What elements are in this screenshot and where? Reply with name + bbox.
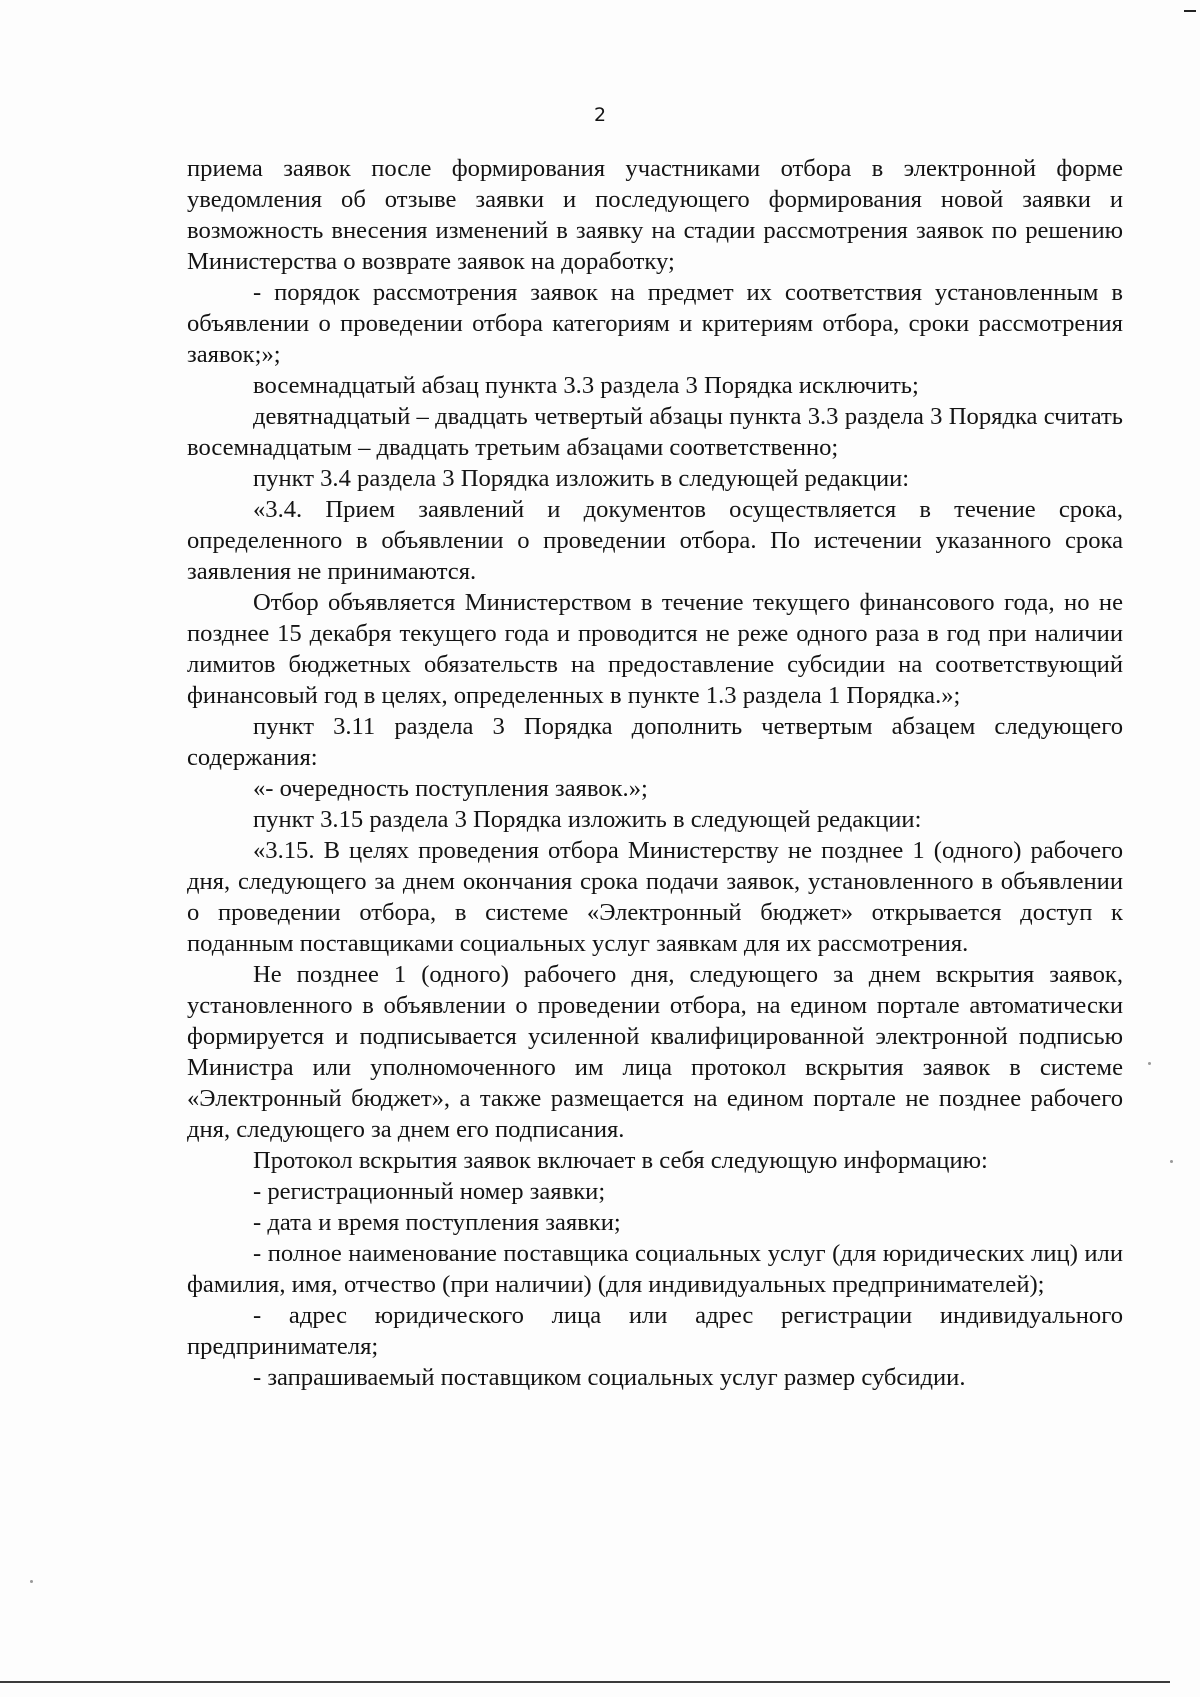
paragraph-14: - регистрационный номер заявки; xyxy=(253,1178,606,1205)
paragraph-10: пункт 3.15 раздела 3 Порядка изложить в следующей редакции: xyxy=(253,806,922,833)
paragraph-6: «3.4. Прием заявлений и документов осуществляется в течение срока, определенного в объявлении о проведении отбора. По истечении указанного срока заявления не принимаются. xyxy=(187,496,1123,585)
paragraph-2: - порядок рассмотрения заявок на предмет их соответствия установленным в объявлении о проведении отбора категориям и критериям отбора, сроки рассмотрения заявок;»; xyxy=(187,279,1123,368)
paragraph-3: восемнадцатый абзац пункта 3.3 раздела 3 Порядка исключить; xyxy=(253,372,919,399)
scan-edge-mark xyxy=(1184,10,1196,12)
paragraph-13: Протокол вскрытия заявок включает в себя следующую информацию: xyxy=(253,1147,988,1174)
scan-bottom-rule xyxy=(0,1681,1170,1683)
paragraph-5: пункт 3.4 раздела 3 Порядка изложить в следующей редакции: xyxy=(253,465,910,492)
paragraph-1: приема заявок после формирования участниками отбора в электронной форме уведомления об отзыве заявки и последующего формирования новой заявки и возможность внесения изменений в заявку на стадии рассмотрения заявок по решению Министерства о возврате заявок на доработку; xyxy=(187,155,1123,275)
scan-speck xyxy=(30,1580,33,1583)
page-number: 2 xyxy=(593,104,607,126)
paragraph-11: «3.15. В целях проведения отбора Министерству не позднее 1 (одного) рабочего дня, следующего за днем окончания срока подачи заявок, установленного в объявлении о проведении отбора, в системе «Электронный бюджет» открывается доступ к поданным поставщиками социальных услуг заявкам для их рассмотрения. xyxy=(187,837,1123,957)
paragraph-12: Не позднее 1 (одного) рабочего дня, следующего за днем вскрытия заявок, установленного в объявлении о проведении отбора, на едином портале автоматически формируется и подписывается усиленной квалифицированной электронной подписью Министра или уполномоченного им лица протокол вскрытия заявок в системе «Электронный бюджет», а также размещается на едином портале не позднее рабочего дня, следующего за днем его подписания. xyxy=(187,961,1123,1143)
paragraph-8: пункт 3.11 раздела 3 Порядка дополнить четвертым абзацем следующего содержания: xyxy=(187,713,1123,771)
paragraph-16: - полное наименование поставщика социальных услуг (для юридических лиц) или фамилия, имя, отчество (при наличии) (для индивидуальных предпринимателей); xyxy=(187,1240,1123,1298)
scan-speck xyxy=(1170,1160,1173,1163)
document-body xyxy=(187,153,1123,1393)
paragraph-4: девятнадцатый – двадцать четвертый абзацы пункта 3.3 раздела 3 Порядка считать восемнадцатым – двадцать третьим абзацами соответственно; xyxy=(187,403,1123,461)
scan-speck xyxy=(1148,1062,1151,1065)
paragraph-18: - запрашиваемый поставщиком социальных услуг размер субсидии. xyxy=(253,1364,966,1391)
paragraph-17: - адрес юридического лица или адрес регистрации индивидуального предпринимателя; xyxy=(187,1302,1123,1360)
paragraph-15: - дата и время поступления заявки; xyxy=(253,1209,621,1236)
paragraph-7: Отбор объявляется Министерством в течение текущего финансового года, но не позднее 15 декабря текущего года и проводится не реже одного раза в год при наличии лимитов бюджетных обязательств на предоставление субсидии на соответствующий финансовый год в целях, определенных в пункте 1.3 раздела 1 Порядка.»; xyxy=(187,589,1123,709)
paragraph-9: «- очередность поступления заявок.»; xyxy=(253,775,648,802)
